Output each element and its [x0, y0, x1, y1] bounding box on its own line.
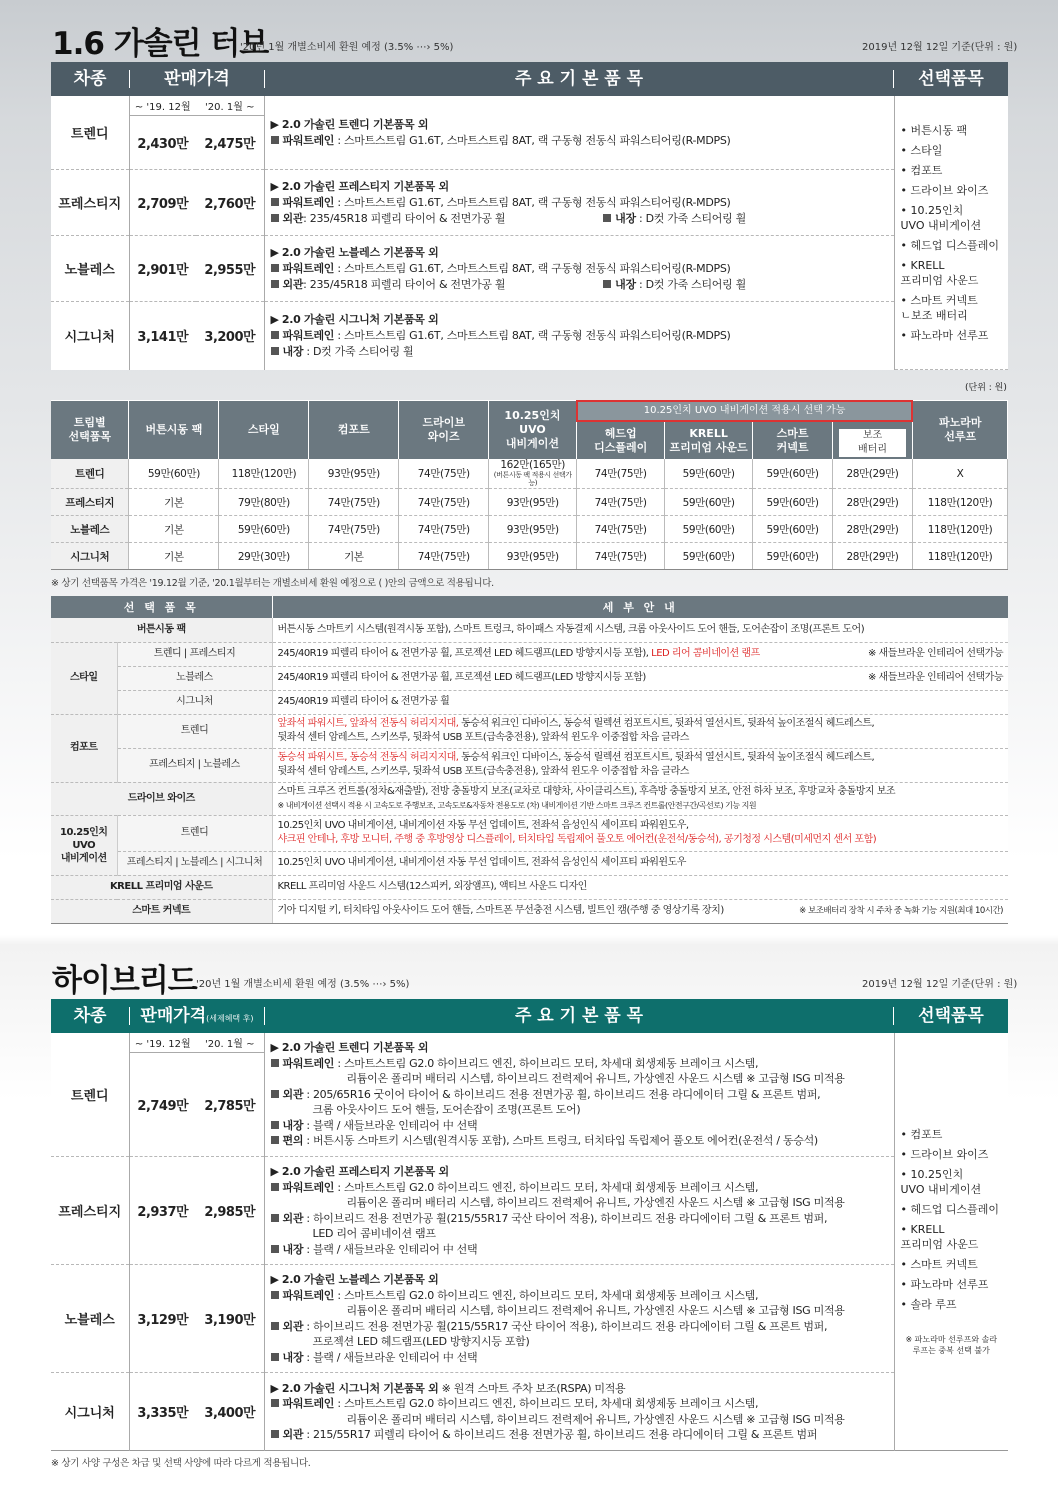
price-2020: 2,760만 — [196, 170, 264, 236]
price-cell: 59만(60만) — [665, 543, 753, 570]
price-label-2019: ~ '19. 12월 — [129, 1033, 196, 1053]
price-cell: 118만(120만) — [912, 489, 1007, 516]
turbo-table-header — [51, 62, 1008, 96]
price-cell: 74만(75만) — [399, 516, 489, 543]
spec-label: 파워트레인 — [282, 1397, 335, 1410]
price-2020: 2,955만 — [196, 236, 264, 302]
col-trim: 트림별 선택품목 — [51, 401, 129, 459]
price-2019: 2,709만 — [129, 170, 196, 236]
spec-text: LED 리어 콤비네이션 램프 — [312, 1227, 436, 1240]
turbo-option-list — [894, 96, 1008, 370]
hybrid-footnote: ※ 상기 사양 구성은 차급 및 선택 사양에 따라 다르게 적용됩니다. — [51, 1458, 311, 1469]
hybrid-section-title: 하이브리드 — [52, 963, 197, 999]
spec-text: 크롬 아웃사이드 도어 핸들, 도어손잡이 조명(프론트 도어) — [312, 1103, 581, 1117]
header-price: 판매가격 — [164, 69, 230, 89]
spec-text: : 블랙 / 새들브라운 인테리어 中 선택 — [303, 1242, 478, 1256]
col-smart-connect: 스마트 커넥트 — [753, 421, 833, 459]
price-cell: 74만(75만) — [399, 543, 489, 570]
spec-text: : 하이브리드 전용 전면가공 휠(215/55R17 국산 타이어 적용), 하이브리드 전용 라디에이터 그릴 & 프론트 범퍼, — [303, 1211, 828, 1225]
price-cell: 74만(75만) — [309, 489, 399, 516]
turbo-date: 2019년 12월 12일 기준(단위 : 원) — [862, 42, 1018, 53]
header-basic: 주 요 기 본 품 목 — [514, 69, 644, 89]
col-hud: 헤드업 디스플레이 — [577, 421, 665, 459]
price-2020: 3,400만 — [204, 1406, 256, 1421]
spec-label: 내장 — [282, 344, 304, 358]
detail-text-part: 뒷좌석 센터 암레스트, 스키쓰루, 뒷좌석 USB 포트(급속충전용), 앞좌석 윈도우 이중접합 차음 글라스 — [277, 766, 689, 777]
price-cell: 118만(120만) — [912, 543, 1007, 570]
option-item: • 10.25인치 UVO 내비게이션 — [900, 1168, 982, 1196]
spec-label: 외관 — [282, 1428, 304, 1441]
trim-name: 트렌디 — [51, 1033, 129, 1157]
price-2019: 2,937만 — [129, 1157, 196, 1265]
spec-label: 파워트레인 — [282, 328, 335, 342]
price-cell: 59만(60만) — [753, 516, 833, 543]
spec-text: : 스마트스트림 G2.0 하이브리드 엔진, 하이브리드 모터, 차세대 회생제동 브레이크 시스템, — [334, 1180, 759, 1194]
row-trim: 프레스티지 — [51, 489, 129, 516]
detail-trim: 노블레스 — [117, 666, 272, 690]
spec-text: : D컷 가죽 스티어링 휠 — [303, 344, 414, 358]
spec-text: 리튬이온 폴리머 배터리 시스템, 하이브리드 전력제어 유니트, 가상엔진 사운드 시스템 ※ 고급형 ISG 미적용 — [346, 1072, 845, 1086]
header-options: 선택품목 — [918, 69, 984, 89]
hybrid-table-header — [51, 999, 1008, 1033]
detail-note: ※ 새들브라운 인테리어 선택가능 — [868, 672, 1003, 683]
col-style: 스타일 — [219, 401, 309, 459]
option-item: • 컴포트 — [900, 163, 943, 177]
price-2019: 3,141만 — [137, 330, 189, 346]
spec-label: 파워트레인 — [282, 1056, 335, 1070]
option-item: • 버튼시동 팩 — [900, 123, 968, 137]
spec-text: : 버튼시동 스마트키 시스템(원격시동 포함), 스마트 트렁크, 터치타입 독립제어 풀오토 에어컨(운전석 / 동승석) — [303, 1134, 818, 1148]
aux-battery-label: 보조 배터리 — [839, 429, 906, 457]
price-2019: 3,335만 — [137, 1406, 189, 1421]
col-drive-wise: 드라이브 와이즈 — [399, 401, 489, 459]
spec-label: 외관 — [282, 1087, 304, 1101]
price-2019: 2,430만 — [129, 116, 196, 170]
detail-button-pack: 버튼시동 팩 — [51, 618, 272, 642]
detail-text: KRELL 프리미엄 사운드 시스템(12스피커, 외장앰프), 액티브 사운드 디자인 — [272, 875, 1008, 899]
detail-trim: 트렌디 — [117, 714, 272, 748]
price-2020: 2,985만 — [196, 1157, 264, 1265]
detail-text — [272, 815, 1008, 851]
option-item: • 드라이브 와이즈 — [900, 1148, 989, 1161]
price-2019: 3,129만 — [129, 1265, 196, 1373]
detail-note: ※ 새들브라운 인테리어 선택가능 — [868, 648, 1003, 659]
price-cell: 74만(75만) — [577, 543, 665, 570]
price-cell: 74만(75만) — [399, 489, 489, 516]
detail-text — [272, 642, 1008, 666]
col-aux-battery — [833, 421, 913, 459]
price-cell: 74만(75만) — [577, 489, 665, 516]
detail-text: 245/40R19 피렐리 타이어 & 전면가공 휠 — [272, 690, 1008, 714]
price-cell: 59만(60만) — [753, 459, 833, 489]
detail-highlight: 앞좌석 파워시트, 앞좌석 전동식 허리지지대, — [277, 718, 459, 729]
spec-label: 파워트레인 — [282, 1180, 335, 1194]
price-cell: 기본 — [129, 489, 219, 516]
detail-krell: KRELL 프리미엄 사운드 — [51, 875, 272, 899]
turbo-trim-table: 트렌디 ~ '19. 12월 '20. 1월 ~ ▶ 2.0 가솔린 트렌디 기본품목 외 파워트레인 : 스마트스트림 G1.6T, 스마트스트림 8AT, 랙 구동형 전동식 파워스티어링(R-MDPS) • 버튼시동 팩 • 스타일 • 컴포트 • 드라이브 와이즈 • 10.25인치 UVO 내비게이션 • 헤드업 디스플레이 • KRELL 프리미엄 사운드 • 스마트 커넥트 ㄴ보조 배터리 • 파노라마 선루프 2,430만 2,475만 프레스티지 2,709만 2,760만 ▶ 2.0 가솔린 프레스티지 기본품목 외 파워트레인 : 스마트스트림 G1.6T, 스마트스트림 8AT, 랙 구동형 전동식 파워스티어링(R-MDPS) 외관: 235/45R18 피렐리 타이어 & 전면가공 휠 내장 : D컷 가죽 스티어링 휠 노블레스 2,901만 2,955만 ▶ 2.0 가솔린 노블레스 기본품목 외 파워트레인 : 스마트스트림 G1.6T, 스마트스트림 8AT, 랙 구동형 전동식 파워스티어링(R-MDPS) 외관: 235/45R18 피렐리 타이어 & 전면가공 휠 내장 : D컷 가죽 스티어링 휠 시그니처 3,141만 3,200만 ▶ 2.0 가솔린 시그니처 기본품목 외 파워트레인 : 스마트스트림 G1.6T, 스마트스트림 8AT, 랙 구동형 전동식 파워스티어링(R-MDPS) 내장 : D컷 가죽 스티어링 휠 — [51, 96, 1008, 370]
spec-label: 내장 — [282, 1118, 304, 1132]
turbo-section-title: 1.6 가솔린 터보 — [52, 26, 269, 62]
option-price-footnote: ※ 상기 선택품목 가격은 '19.12월 기준, '20.1월부터는 개별소비세 환원 예정으로 ( )안의 금액으로 적용됩니다. — [51, 578, 494, 589]
spec-text: 프로젝션 LED 헤드램프(LED 방향지시등 포함) — [312, 1335, 530, 1348]
detail-navigation: 10.25인치 UVO 내비게이션 — [51, 815, 117, 875]
detail-trim: 시그니처 — [117, 690, 272, 714]
spec-text: : 235/45R18 피렐리 타이어 & 전면가공 휠 — [303, 277, 506, 291]
price-cell: 74만(75만) — [577, 459, 665, 489]
detail-text-part: 기아 디지털 키, 터치타입 아웃사이드 도어 핸들, 스마트폰 무선충전 시스템, 빌트인 캠(주행 중 영상기록 장치) — [277, 905, 724, 916]
detail-text — [272, 899, 1008, 923]
detail-col-option: 선 택 품 목 — [51, 596, 272, 618]
spec-text: : 스마트스트림 G2.0 하이브리드 엔진, 하이브리드 모터, 차세대 회생제동 브레이크 시스템, — [334, 1397, 759, 1410]
trim-name: 노블레스 — [51, 1265, 129, 1373]
trim-base-line: 2.0 가솔린 시그니처 기본품목 외 — [281, 312, 439, 326]
spec-text: : 스마트스트림 G2.0 하이브리드 엔진, 하이브리드 모터, 차세대 회생제동 브레이크 시스템, — [334, 1056, 759, 1070]
detail-smart-connect: 스마트 커넥트 — [51, 899, 272, 923]
detail-note: ※ 내비게이션 선택시 적용 시 고속도로 주행보조, 고속도로&자동차 전용도로 (차) 내비게이션 기반 스마트 크루즈 컨트롤(안전구간/곡선로) 기능 지원 — [277, 800, 757, 810]
spec-text: : 블랙 / 새들브라운 인테리어 中 선택 — [303, 1118, 478, 1132]
spec-note: ※ 원격 스마트 주차 보조(RSPA) 미적용 — [438, 1381, 626, 1395]
option-item: • 드라이브 와이즈 — [900, 183, 989, 197]
spec-text: : 스마트스트림 G1.6T, 스마트스트림 8AT, 랙 구동형 전동식 파워스티어링(R-MDPS) — [334, 261, 731, 275]
price-cell — [489, 459, 577, 489]
trim-name: 프레스티지 — [51, 170, 129, 236]
trim-name: 노블레스 — [51, 236, 129, 302]
detail-text — [272, 748, 1008, 782]
price-cell: X — [912, 459, 1007, 489]
option-item: • 헤드업 디스플레이 — [900, 1203, 999, 1216]
spec-text: 리튬이온 폴리머 배터리 시스템, 하이브리드 전력제어 유니트, 가상엔진 사운드 시스템 ※ 고급형 ISG 미적용 — [346, 1304, 845, 1317]
spec-label: 외관 — [282, 1211, 304, 1225]
option-item: • 파노라마 선루프 — [900, 1278, 989, 1291]
spec-label: 편의 — [282, 1134, 304, 1148]
price-cell: 93만(95만) — [309, 459, 399, 489]
detail-note: ※ 보조배터리 장착 시 주차 중 녹화 기능 지원(최대 10시간) — [799, 906, 1003, 916]
detail-text-part: 뒷좌석 센터 암레스트, 스키쓰루, 뒷좌석 USB 포트(급속충전용), 앞좌석 윈도우 이중접합 차음 글라스 — [277, 732, 689, 743]
price-cell: 59만(60만) — [753, 543, 833, 570]
hybrid-subtitle: '20년 1월 개별소비세 환원 예정 (3.5% ⋯› 5%) — [196, 979, 410, 990]
price-cell: 29만(30만) — [219, 543, 309, 570]
price-cell: 59만(60만) — [753, 489, 833, 516]
price-cell: 79만(80만) — [219, 489, 309, 516]
price-cell: 74만(75만) — [399, 459, 489, 489]
spec-label: 내장 — [615, 211, 636, 225]
detail-text-part: 10.25인치 UVO 내비게이션, 내비게이션 자동 무선 업데이트, 전좌석 음성인식 세이프티 파워윈도우, — [277, 820, 689, 831]
detail-trim: 프레스티지 | 노블레스 | 시그니처 — [117, 851, 272, 875]
spec-label: 내장 — [282, 1350, 304, 1364]
nav-price: 162만(165만) — [500, 459, 565, 471]
spec-text: : 스마트스트림 G1.6T, 스마트스트림 8AT, 랙 구동형 전동식 파워스티어링(R-MDPS) — [334, 328, 731, 342]
option-item: • 스마트 커넥트 — [900, 1258, 978, 1271]
price-label-2020: '20. 1월 ~ — [196, 1033, 264, 1053]
price-label-2019: ~ '19. 12월 — [129, 96, 196, 116]
price-cell: 93만(95만) — [489, 543, 577, 570]
spec-label: 파워트레인 — [282, 1288, 335, 1302]
spec-text: : D컷 가죽 스티어링 휠 — [635, 211, 746, 225]
price-cell: 59만(60만) — [665, 489, 753, 516]
hybrid-trim-table: 트렌디 ~ '19. 12월 '20. 1월 ~ ▶ 2.0 가솔린 트렌디 기본품목 외 파워트레인 : 스마트스트림 G2.0 하이브리드 엔진, 하이브리드 모터, 차세대 회생제동 브레이크 시스템, 리튬이온 폴리머 배터리 시스템, 하이브리드 전력제어 유니트, 가상엔진 사운드 시스템 ※ 고급형 ISG 미적용 외관 : 205/65R16 굿이어 타이어 & 하이브리드 전용 전면가공 휠, 하이브리드 전용 라디에이터 그릴 & 프론트 범퍼, 크롬 아웃사이드 도어 핸들, 도어손잡이 조명(프론트 도어) 내장 : 블랙 / 새들브라운 인테리어 中 선택 편의 : 버튼시동 스마트키 시스템(원격시동 포함), 스마트 트렁크, 터치타입 독립제어 풀오토 에어컨(운전석 / 동승석) • 컴포트 • 드라이브 와이즈 • 10.25인치 UVO 내비게이션 • 헤드업 디스플레이 • KRELL 프리미엄 사운드 • 스마트 커넥트 • 파노라마 선루프 • 솔라 루프 ※ 파노라마 선루프와 솔라 루프는 중복 선택 불가 2,749만 2,785만 프레스티지 2,937만 2,985만 ▶ 2.0 가솔린 프레스티지 기본품목 외 파워트레인 : 스마트스트림 G2.0 하이브리드 엔진, 하이브리드 모터, 차세대 회생제동 브레이크 시스템, 리튬이온 폴리머 배터리 시스템, 하이브리드 전력제어 유니트, 가상엔진 사운드 시스템 ※ 고급형 ISG 미적용 외관 : 하이브리드 전용 전면가공 휠(215/55R17 국산 타이어 적용), 하이브리드 전용 라디에이터 그릴 & 프론트 범퍼, LED 리어 콤비네이션 램프 내장 : 블랙 / 새들브라운 인테리어 中 선택 노블레스 3,129만 3,190만 ▶ 2.0 가솔린 노블레스 기본품목 외 파워트레인 : 스마트스트림 G2.0 하이브리드 엔진, 하이브리드 모터, 차세대 회생제동 브레이크 시스템, 리튬이온 폴리머 배터리 시스템, 하이브리드 전력제어 유니트, 가상엔진 사운드 시스템 ※ 고급형 ISG 미적용 외관 : 하이브리드 전용 전면가공 휠(215/55R17 국산 타이어 적용), 하이브리드 전용 라디에이터 그릴 & 프론트 범퍼, 프로젝션 LED 헤드램프(LED 방향지시등 포함) 내장 : 블랙 / 새들브라운 인테리어 中 선택 시그니처 3,335만 3,400만 ▶ 2.0 가솔린 시그니처 기본품목 외 ※ 원격 스마트 주차 보조(RSPA) 미적용 파워트레인 : 스마트스트림 G2.0 하이브리드 엔진, 하이브리드 모터, 차세대 회생제동 브레이크 시스템, 리튬이온 폴리머 배터리 시스템, 하이브리드 전력제어 유니트, 가상엔진 사운드 시스템 ※ 고급형 ISG 미적용 외관 : 215/55R17 피렐리 타이어 & 하이브리드 전용 전면가공 휠, 하이브리드 전용 라디에이터 그릴 & 프론트 범퍼 — [51, 1033, 1008, 1451]
price-cell: 28만(29만) — [833, 489, 913, 516]
turbo-subtitle: '20년 1월 개별소비세 환원 예정 (3.5% ⋯› 5%) — [240, 42, 454, 53]
spec-text: : 205/65R16 굿이어 타이어 & 하이브리드 전용 전면가공 휠, 하이브리드 전용 라디에이터 그릴 & 프론트 범퍼, — [303, 1087, 821, 1101]
option-item: • 솔라 루프 — [900, 1298, 957, 1311]
spec-text: : 235/45R18 피렐리 타이어 & 전면가공 휠 — [303, 211, 506, 225]
hybrid-option-list — [894, 1033, 1008, 1451]
detail-text — [272, 714, 1008, 748]
spec-text: : 스마트스트림 G2.0 하이브리드 엔진, 하이브리드 모터, 차세대 회생제동 브레이크 시스템, — [334, 1288, 759, 1302]
spec-label: 파워트레인 — [282, 261, 335, 275]
col-panorama: 파노라마 선루프 — [912, 401, 1007, 459]
option-note: ※ 파노라마 선루프와 솔라 루프는 중복 선택 불가 — [905, 1335, 998, 1355]
detail-drive-wise: 드라이브 와이즈 — [51, 782, 272, 815]
price-cell: 93만(95만) — [489, 489, 577, 516]
option-item: • 스타일 — [900, 143, 943, 157]
option-detail-table — [51, 596, 1008, 924]
option-item: • KRELL 프리미엄 사운드 — [900, 1223, 979, 1251]
price-cell: 59만(60만) — [665, 516, 753, 543]
header-basic: 주 요 기 본 품 목 — [514, 1006, 644, 1026]
price-label-2020: '20. 1월 ~ — [196, 96, 264, 116]
trim-base-line: 2.0 가솔린 트렌디 기본품목 외 — [281, 117, 429, 131]
price-cell: 118만(120만) — [219, 459, 309, 489]
spec-text: : 스마트스트림 G1.6T, 스마트스트림 8AT, 랙 구동형 전동식 파워스티어링(R-MDPS) — [334, 195, 731, 209]
price-2020: 3,200만 — [204, 330, 256, 346]
nav-note: (버튼시동 팩 적용시 선택가능) — [493, 471, 572, 487]
trim-name: 시그니처 — [51, 1373, 129, 1451]
detail-text-part: 동승석 워크인 디바이스, 동승석 릴렉션 컴포트시트, 뒷좌석 열선시트, 뒷좌석 높이조절식 헤드레스트, — [458, 718, 875, 729]
price-cell: 기본 — [129, 516, 219, 543]
option-item: • KRELL 프리미엄 사운드 — [900, 258, 979, 287]
spec-label: 파워트레인 — [282, 195, 335, 209]
detail-trim: 프레스티지 | 노블레스 — [117, 748, 272, 782]
trim-base-line: 2.0 가솔린 시그니처 기본품목 외 — [281, 1381, 439, 1395]
price-2020: 3,190만 — [196, 1265, 264, 1373]
detail-text-part: 스마트 크루즈 컨트롤(정차&재출발), 전방 충돌방지 보조(교차로 대향차, 사이클리스트), 후측방 충돌방지 보조, 안전 하차 보조, 후방교차 충돌방지 보조 — [277, 785, 896, 797]
detail-text: 버튼시동 스마트키 시스템(원격시동 포함), 스마트 트렁크, 하이패스 자동결제 시스템, 크롬 아웃사이드 도어 핸들, 도어손잡이 조명(프론트 도어) — [272, 618, 1008, 642]
col-krell: KRELL 프리미엄 사운드 — [665, 421, 753, 459]
header-options: 선택품목 — [918, 1006, 984, 1026]
spec-label: 외관 — [282, 1319, 304, 1333]
price-cell: 28만(29만) — [833, 459, 913, 489]
price-cell: 기본 — [309, 543, 399, 570]
trim-base-line: 2.0 가솔린 노블레스 기본품목 외 — [281, 245, 439, 259]
spec-text: 리튬이온 폴리머 배터리 시스템, 하이브리드 전력제어 유니트, 가상엔진 사운드 시스템 ※ 고급형 ISG 미적용 — [346, 1412, 845, 1426]
price-cell: 59만(60만) — [219, 516, 309, 543]
detail-highlight: 동승석 파워시트, 동승석 전동식 허리지지대, — [277, 752, 459, 763]
price-cell: 28만(29만) — [833, 543, 913, 570]
trim-base-line: 2.0 가솔린 노블레스 기본품목 외 — [281, 1273, 439, 1286]
spec-text: : 블랙 / 새들브라운 인테리어 中 선택 — [303, 1350, 478, 1364]
col-button-pack: 버튼시동 팩 — [129, 401, 219, 459]
spec-text: : 하이브리드 전용 전면가공 휠(215/55R17 국산 타이어 적용), 하이브리드 전용 라디에이터 그릴 & 프론트 범퍼, — [303, 1319, 828, 1333]
detail-text-part: 245/40R19 피렐리 타이어 & 전면가공 휠, 프로젝션 LED 헤드램프(LED 방향지시등 포함) — [277, 672, 646, 683]
detail-trim: 트렌디 | 프레스티지 — [117, 642, 272, 666]
price-cell: 74만(75만) — [577, 516, 665, 543]
spec-text: : 스마트스트림 G1.6T, 스마트스트림 8AT, 랙 구동형 전동식 파워스티어링(R-MDPS) — [334, 133, 731, 147]
option-item: • 10.25인치 UVO 내비게이션 — [900, 203, 982, 232]
price-cell: 93만(95만) — [489, 516, 577, 543]
price-cell: 59만(60만) — [665, 459, 753, 489]
spec-label: 파워트레인 — [282, 133, 335, 147]
trim-base-line: 2.0 가솔린 프레스티지 기본품목 외 — [281, 179, 449, 193]
detail-col-info: 세 부 안 내 — [272, 596, 1008, 618]
detail-highlight: 샤크핀 안테나, 후방 모니터, 주행 중 후방영상 디스플레이, 터치타입 독립제어 풀오토 에어컨(운전석/동승석), 공기청정 시스템(미세먼지 센서 포함) — [277, 834, 877, 845]
detail-comfort: 컴포트 — [51, 714, 117, 782]
nav-required-group: 10.25인치 UVO 내비게이션 적용시 선택 가능 — [577, 401, 913, 421]
spec-text: : D컷 가죽 스티어링 휠 — [635, 277, 746, 291]
price-2019: 2,901만 — [129, 236, 196, 302]
price-2019: 2,749만 — [129, 1053, 196, 1157]
trim-base-line: 2.0 가솔린 프레스티지 기본품목 외 — [281, 1165, 449, 1178]
spec-text: : 215/55R17 피렐리 타이어 & 하이브리드 전용 전면가공 휠, 하이브리드 전용 라디에이터 그릴 & 프론트 범퍼 — [303, 1428, 818, 1441]
trim-name: 프레스티지 — [51, 1157, 129, 1265]
col-comfort: 컴포트 — [309, 401, 399, 459]
price-cell: 74만(75만) — [309, 516, 399, 543]
option-item: • 헤드업 디스플레이 — [900, 238, 999, 252]
row-trim: 노블레스 — [51, 516, 129, 543]
header-model: 차종 — [73, 1006, 107, 1026]
option-item: • 스마트 커넥트 ㄴ보조 배터리 — [900, 293, 978, 322]
header-model: 차종 — [73, 69, 107, 89]
option-item: • 파노라마 선루프 — [900, 328, 989, 342]
detail-text — [272, 666, 1008, 690]
detail-text-part: 동승석 워크인 디바이스, 동승석 릴렉션 컴포트시트, 뒷좌석 열선시트, 뒷좌석 높이조절식 헤드레스트, — [458, 752, 875, 763]
detail-style: 스타일 — [51, 642, 117, 714]
spec-text: 리튬이온 폴리머 배터리 시스템, 하이브리드 전력제어 유니트, 가상엔진 사운드 시스템 ※ 고급형 ISG 미적용 — [346, 1196, 845, 1209]
trim-base-line: 2.0 가솔린 트렌디 기본품목 외 — [281, 1041, 429, 1055]
header-price-sub: (세제혜택 후) — [206, 1014, 254, 1023]
spec-label: 내장 — [615, 277, 636, 291]
detail-text — [272, 782, 1008, 815]
header-price-label: 판매가격 — [140, 1006, 207, 1026]
detail-highlight: LED 리어 콤비네이션 램프 — [651, 648, 760, 659]
row-trim: 시그니처 — [51, 543, 129, 570]
detail-trim: 트렌디 — [117, 815, 272, 851]
spec-label: 외관 — [282, 277, 304, 291]
header-price — [130, 999, 264, 1033]
detail-text-part: 245/40R19 피렐리 타이어 & 전면가공 휠, 프로젝션 LED 헤드램프(LED 방향지시등 포함), — [277, 648, 652, 659]
trim-name: 트렌디 — [51, 96, 129, 170]
price-2020: 2,785만 — [196, 1053, 264, 1157]
hybrid-date: 2019년 12월 12일 기준(단위 : 원) — [862, 979, 1018, 990]
detail-text: 10.25인치 UVO 내비게이션, 내비게이션 자동 무선 업데이트, 전좌석 음성인식 세이프티 파워윈도우 — [272, 851, 1008, 875]
price-cell: 118만(120만) — [912, 516, 1007, 543]
col-navigation: 10.25인치 UVO 내비게이션 — [489, 401, 577, 459]
option-price-table — [51, 400, 1008, 570]
price-cell: 59만(60만) — [129, 459, 219, 489]
option-item: • 컴포트 — [900, 1128, 943, 1141]
spec-label: 내장 — [282, 1242, 304, 1256]
unit-label: (단위 : 원) — [965, 383, 1007, 393]
price-cell: 기본 — [129, 543, 219, 570]
spec-label: 외관 — [282, 211, 304, 225]
row-trim: 트렌디 — [51, 459, 129, 489]
trim-name: 시그니처 — [51, 302, 129, 370]
price-2020: 2,475만 — [196, 116, 264, 170]
price-cell: 28만(29만) — [833, 516, 913, 543]
